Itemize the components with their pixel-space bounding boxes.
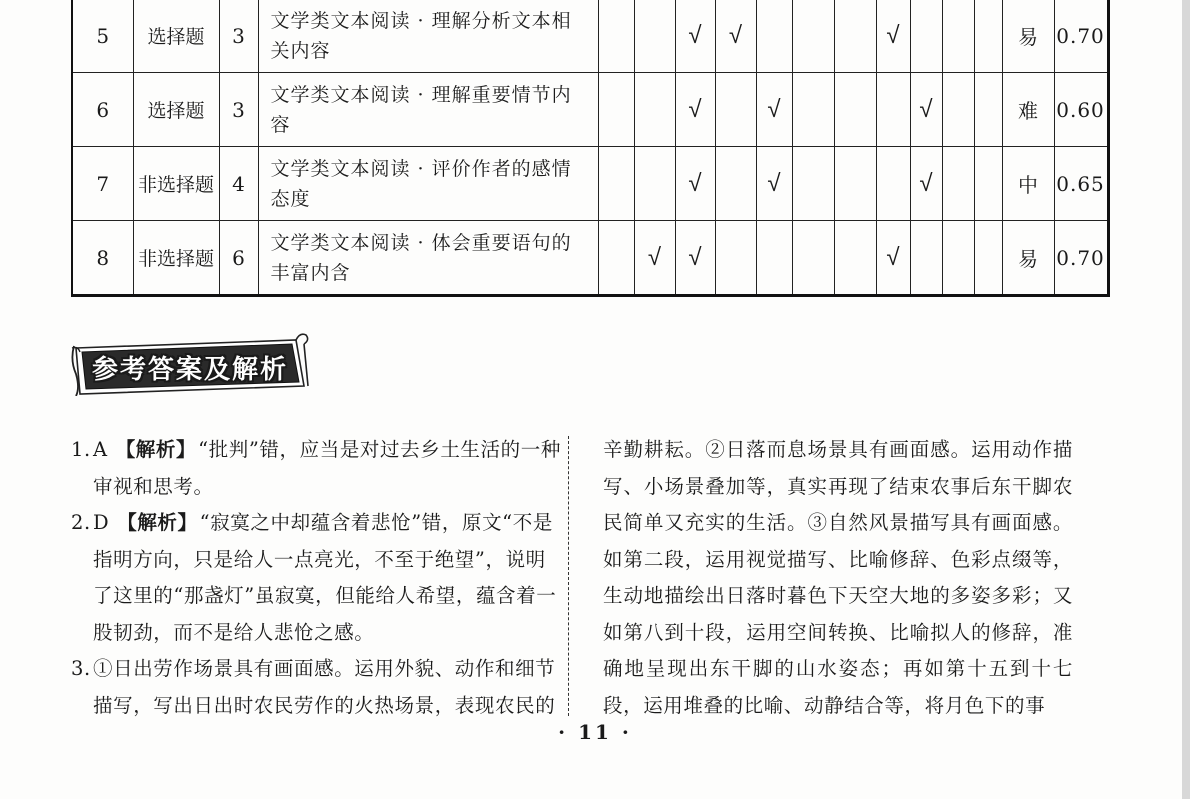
difficulty-cell: 易 xyxy=(1002,0,1054,73)
page-edge-shadow xyxy=(1182,0,1190,799)
table-row xyxy=(72,73,1108,147)
check-mark-cell: √ xyxy=(910,147,942,221)
empty-cell xyxy=(792,0,834,73)
question-number-cell: 7 xyxy=(72,147,133,221)
exam-spec-table xyxy=(71,0,1110,297)
check-mark-cell: √ xyxy=(675,0,715,73)
empty-cell xyxy=(598,221,634,296)
difficulty-cell: 易 xyxy=(1002,221,1054,296)
check-mark-cell: √ xyxy=(675,147,715,221)
check-mark-cell: √ xyxy=(910,73,942,147)
difficulty-coefficient-cell: 0.70 xyxy=(1054,221,1108,296)
empty-cell xyxy=(834,0,876,73)
empty-cell xyxy=(942,73,974,147)
empty-cell xyxy=(876,73,910,147)
difficulty-cell: 难 xyxy=(1002,73,1054,147)
difficulty-cell: 中 xyxy=(1002,147,1054,221)
content-cell: 文学类文本阅读 · 体会重要语句的丰富内含 xyxy=(258,221,598,296)
empty-cell xyxy=(715,221,756,296)
score-cell: 6 xyxy=(219,221,258,296)
empty-cell xyxy=(792,147,834,221)
empty-cell xyxy=(910,0,942,73)
question-type-cell: 选择题 xyxy=(133,0,219,73)
check-mark-cell: √ xyxy=(756,147,792,221)
answer-text: ①日出劳作场景具有画面感。运用外貌、动作和细节描写，写出日出时农民劳作的火热场景，表现农民的 xyxy=(93,657,556,717)
analysis-tag: 【解析】 xyxy=(117,511,198,534)
difficulty-coefficient-cell: 0.65 xyxy=(1054,147,1108,221)
table-row xyxy=(72,221,1108,296)
empty-cell xyxy=(598,73,634,147)
empty-cell xyxy=(715,73,756,147)
check-mark-cell: √ xyxy=(634,221,675,296)
empty-cell xyxy=(876,147,910,221)
content-cell: 文学类文本阅读 · 理解分析文本相关内容 xyxy=(258,0,598,73)
question-type-cell: 非选择题 xyxy=(133,147,219,221)
empty-cell xyxy=(942,0,974,73)
section-banner xyxy=(68,330,318,396)
table-row xyxy=(72,147,1108,221)
answers-right-column: 辛勤耕耘。②日落而息场景具有画面感。运用动作描写、小场景叠加等，真实再现了结束农事后东干脚农民简单又充实的生活。③自然风景描写具有画面感。如第二段，运用视觉描写、比喻修辞、色彩点缀等，生动地描绘出日落时暮色下天空大地的多姿多彩；又如第八到十段，运用空间转换、比喻拟人的修辞，准确地呈现出东干脚的山水姿态；再如第十五到十七段，运用堆叠的比喻、动静结合等，将月色下的事 xyxy=(603,438,1073,717)
question-number-cell: 6 xyxy=(72,73,133,147)
answer-item xyxy=(71,505,561,651)
content-cell: 文学类文本阅读 · 理解重要情节内容 xyxy=(258,73,598,147)
empty-cell xyxy=(834,221,876,296)
section-title: 参考答案及解析 xyxy=(92,355,289,385)
empty-cell xyxy=(974,147,1002,221)
answer-choice: A xyxy=(93,438,108,461)
empty-cell xyxy=(942,147,974,221)
difficulty-coefficient-cell: 0.60 xyxy=(1054,73,1108,147)
empty-cell xyxy=(942,221,974,296)
answer-number: 3. xyxy=(71,657,91,680)
score-cell: 4 xyxy=(219,147,258,221)
empty-cell xyxy=(756,0,792,73)
empty-cell xyxy=(910,221,942,296)
answer-number: 2. xyxy=(71,511,91,534)
difficulty-coefficient-cell: 0.70 xyxy=(1054,0,1108,73)
answer-item xyxy=(71,432,561,505)
answer-item xyxy=(71,651,561,724)
check-mark-cell: √ xyxy=(876,0,910,73)
empty-cell xyxy=(715,147,756,221)
answer-number: 1. xyxy=(71,438,91,461)
answers-left-column xyxy=(71,432,561,724)
page-number: · 11 · xyxy=(558,720,632,744)
empty-cell xyxy=(634,147,675,221)
check-mark-cell: √ xyxy=(675,73,715,147)
empty-cell xyxy=(792,221,834,296)
check-mark-cell: √ xyxy=(715,0,756,73)
empty-cell xyxy=(834,73,876,147)
table-row xyxy=(72,0,1108,73)
analysis-tag: 【解析】 xyxy=(115,438,197,461)
content-cell: 文学类文本阅读 · 评价作者的感情态度 xyxy=(258,147,598,221)
empty-cell xyxy=(634,0,675,73)
empty-cell xyxy=(834,147,876,221)
answer-text: “寂寞之中却蕴含着悲怆”错，原文“不是指明方向，只是给人一点亮光，不至于绝望”，说明了这里的“那盏灯”虽寂寞，但能给人希望，蕴含着一股韧劲，而不是给人悲怆之感。 xyxy=(93,511,557,644)
check-mark-cell: √ xyxy=(876,221,910,296)
question-type-cell: 选择题 xyxy=(133,73,219,147)
score-cell: 3 xyxy=(219,0,258,73)
score-cell: 3 xyxy=(219,73,258,147)
answer-text: “批判”错，应当是对过去乡土生活的一种审视和思考。 xyxy=(93,438,561,498)
check-mark-cell: √ xyxy=(675,221,715,296)
column-divider xyxy=(568,436,569,716)
empty-cell xyxy=(634,73,675,147)
empty-cell xyxy=(974,73,1002,147)
answer-choice: D xyxy=(93,511,110,534)
question-number-cell: 8 xyxy=(72,221,133,296)
empty-cell xyxy=(974,0,1002,73)
empty-cell xyxy=(974,221,1002,296)
empty-cell xyxy=(598,147,634,221)
question-type-cell: 非选择题 xyxy=(133,221,219,296)
empty-cell xyxy=(756,221,792,296)
check-mark-cell: √ xyxy=(756,73,792,147)
empty-cell xyxy=(792,73,834,147)
question-number-cell: 5 xyxy=(72,0,133,73)
empty-cell xyxy=(598,0,634,73)
